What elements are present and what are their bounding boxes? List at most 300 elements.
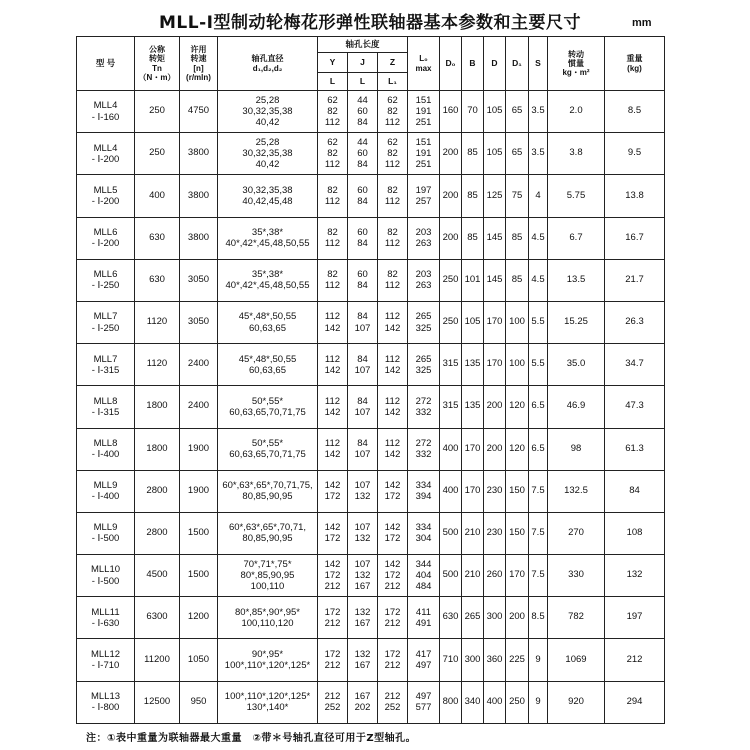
d1-cell: 150 xyxy=(506,470,529,512)
length-value: 132 xyxy=(354,648,371,660)
length-value: 82 xyxy=(387,148,398,160)
d1-cell: 170 xyxy=(506,555,529,597)
length-value: 142 xyxy=(384,449,401,461)
s-cell: 7.5 xyxy=(529,512,548,554)
torque-cell: 1800 xyxy=(135,386,180,428)
length-value: 263 xyxy=(415,280,432,292)
torque-cell: 2800 xyxy=(135,512,180,554)
length-value: 212 xyxy=(384,691,401,703)
model-variant: - Ⅰ-250 xyxy=(91,322,120,334)
weight-cell: 34.7 xyxy=(605,344,665,386)
header-d0: D₀ xyxy=(440,37,462,91)
length-value: 132 xyxy=(354,606,371,618)
bore-diameter-line: 40*,42*,45,48,50,55 xyxy=(225,280,310,292)
length-j-cell xyxy=(348,175,378,217)
length-z-cell xyxy=(378,555,408,597)
length-value: 112 xyxy=(384,353,401,365)
table-row xyxy=(77,681,665,723)
length-z-cell xyxy=(378,91,408,133)
d1-cell: 120 xyxy=(506,386,529,428)
table-row xyxy=(77,91,665,133)
bore-diameter-line: 80*,85*,90*,95* xyxy=(235,606,300,618)
d0-cell: 400 xyxy=(440,470,462,512)
model-variant: - Ⅰ-315 xyxy=(91,364,120,376)
inertia-cell: 920 xyxy=(548,681,605,723)
inertia-cell: 132.5 xyxy=(548,470,605,512)
length-value: 497 xyxy=(415,691,432,703)
inertia-cell: 5.75 xyxy=(548,175,605,217)
inertia-cell: 1069 xyxy=(548,639,605,681)
length-value: 251 xyxy=(415,117,432,129)
length-value: 82 xyxy=(327,184,338,196)
d0-cell: 500 xyxy=(440,512,462,554)
length-l0-cell xyxy=(408,428,440,470)
d-cell: 105 xyxy=(484,91,506,133)
length-j-cell xyxy=(348,133,378,175)
length-l0-cell xyxy=(408,91,440,133)
length-value: 84 xyxy=(357,353,368,365)
length-j-cell xyxy=(348,301,378,343)
inertia-cell: 330 xyxy=(548,555,605,597)
length-l0-cell xyxy=(408,259,440,301)
model-variant: - Ⅰ-200 xyxy=(91,195,120,207)
d-cell: 230 xyxy=(484,470,506,512)
length-value: 60 xyxy=(357,269,368,281)
length-l0-cell xyxy=(408,344,440,386)
d-cell: 125 xyxy=(484,175,506,217)
b-cell: 70 xyxy=(462,91,484,133)
length-value: 112 xyxy=(324,437,341,449)
bore-diameter-cell xyxy=(218,597,318,639)
b-cell: 105 xyxy=(462,301,484,343)
bore-diameter-cell xyxy=(218,639,318,681)
torque-cell: 1120 xyxy=(135,344,180,386)
length-value: 394 xyxy=(415,491,432,503)
weight-cell: 21.7 xyxy=(605,259,665,301)
model-name: MLL12 xyxy=(90,648,121,660)
header-speed: 许用 转速 [n] (r/mln) xyxy=(180,37,218,91)
weight-cell: 8.5 xyxy=(605,91,665,133)
header-z: Z xyxy=(378,53,408,73)
model-variant: - Ⅰ-250 xyxy=(91,280,120,292)
table-row xyxy=(77,386,665,428)
s-cell: 4 xyxy=(529,175,548,217)
bore-diameter-cell xyxy=(218,428,318,470)
length-value: 212 xyxy=(324,660,341,672)
d-cell: 300 xyxy=(484,597,506,639)
length-value: 107 xyxy=(354,522,371,534)
speed-cell: 3800 xyxy=(180,133,218,175)
length-value: 112 xyxy=(384,195,401,207)
length-value: 112 xyxy=(384,280,401,292)
model-cell xyxy=(77,597,135,639)
length-value: 142 xyxy=(324,558,341,570)
length-l0-cell xyxy=(408,301,440,343)
length-value: 272 xyxy=(415,395,432,407)
d-cell: 230 xyxy=(484,512,506,554)
torque-cell: 1120 xyxy=(135,301,180,343)
d-cell: 145 xyxy=(484,259,506,301)
bore-diameter-line: 40,42,45,48 xyxy=(242,195,293,207)
length-value: 212 xyxy=(324,691,341,703)
d-cell: 400 xyxy=(484,681,506,723)
d0-cell: 250 xyxy=(440,259,462,301)
length-value: 62 xyxy=(327,136,338,148)
length-value: 132 xyxy=(354,491,371,503)
torque-cell: 250 xyxy=(135,133,180,175)
header-torque: 公称 转矩 Tn （N・m） xyxy=(135,37,180,91)
length-value: 82 xyxy=(387,269,398,281)
d0-cell: 200 xyxy=(440,217,462,259)
model-cell xyxy=(77,133,135,175)
spec-table-body xyxy=(77,91,665,724)
bore-diameter-line: 50*,55* xyxy=(251,395,284,407)
header-s: S xyxy=(529,37,548,91)
length-value: 132 xyxy=(354,570,371,582)
length-value: 212 xyxy=(324,617,341,629)
length-j-cell xyxy=(348,681,378,723)
s-cell: 9 xyxy=(529,639,548,681)
model-name: MLL13 xyxy=(90,691,121,703)
d1-cell: 85 xyxy=(506,259,529,301)
speed-cell: 3800 xyxy=(180,217,218,259)
bore-diameter-line: 35*,38* xyxy=(251,269,284,281)
torque-cell: 2800 xyxy=(135,470,180,512)
length-z-cell xyxy=(378,133,408,175)
torque-cell: 6300 xyxy=(135,597,180,639)
length-value: 82 xyxy=(387,105,398,117)
length-value: 82 xyxy=(387,226,398,238)
length-z-cell xyxy=(378,639,408,681)
bore-diameter-line: 60,63,65,70,71,75 xyxy=(229,406,306,418)
length-value: 112 xyxy=(324,195,341,207)
weight-cell: 197 xyxy=(605,597,665,639)
length-value: 484 xyxy=(415,581,432,593)
length-value: 60 xyxy=(357,105,368,117)
length-value: 172 xyxy=(324,491,341,503)
bore-diameter-line: 100,110,120 xyxy=(241,617,294,629)
model-name: MLL8 xyxy=(93,437,118,449)
length-value: 132 xyxy=(354,533,371,545)
speed-cell: 3050 xyxy=(180,259,218,301)
model-cell xyxy=(77,681,135,723)
table-row xyxy=(77,470,665,512)
d1-cell: 200 xyxy=(506,597,529,639)
length-value: 84 xyxy=(357,437,368,449)
weight-cell: 61.3 xyxy=(605,428,665,470)
weight-cell: 26.3 xyxy=(605,301,665,343)
length-value: 491 xyxy=(415,617,432,629)
model-name: MLL8 xyxy=(93,395,118,407)
length-z-cell xyxy=(378,681,408,723)
b-cell: 135 xyxy=(462,386,484,428)
s-cell: 8.5 xyxy=(529,597,548,639)
bore-diameter-cell xyxy=(218,512,318,554)
length-l0-cell xyxy=(408,217,440,259)
bore-diameter-line: 70*,71*,75* xyxy=(243,558,292,570)
length-value: 112 xyxy=(384,311,401,323)
length-value: 112 xyxy=(324,395,341,407)
length-value: 172 xyxy=(384,533,401,545)
model-cell xyxy=(77,217,135,259)
bore-diameter-cell xyxy=(218,470,318,512)
header-l0: L₀ max xyxy=(408,37,440,91)
model-cell xyxy=(77,512,135,554)
b-cell: 265 xyxy=(462,597,484,639)
weight-cell: 212 xyxy=(605,639,665,681)
d-cell: 200 xyxy=(484,428,506,470)
bore-diameter-line: 60,63,65 xyxy=(249,364,286,376)
length-value: 251 xyxy=(415,159,432,171)
length-y-cell xyxy=(318,344,348,386)
length-l0-cell xyxy=(408,133,440,175)
header-model: 型 号 xyxy=(77,37,135,91)
length-z-cell xyxy=(378,217,408,259)
model-name: MLL11 xyxy=(91,606,120,618)
length-value: 497 xyxy=(415,660,432,672)
torque-cell: 630 xyxy=(135,259,180,301)
s-cell: 5.5 xyxy=(529,301,548,343)
length-value: 172 xyxy=(384,570,401,582)
length-value: 142 xyxy=(384,480,401,492)
page-title: MLL-Ⅰ型制动轮梅花形弹性联轴器基本参数和主要尺寸 xyxy=(159,13,581,33)
bore-diameter-cell xyxy=(218,217,318,259)
table-row xyxy=(77,301,665,343)
length-value: 172 xyxy=(384,606,401,618)
length-value: 112 xyxy=(324,238,341,250)
length-value: 84 xyxy=(357,117,368,129)
model-cell xyxy=(77,639,135,681)
b-cell: 170 xyxy=(462,428,484,470)
speed-cell: 1500 xyxy=(180,512,218,554)
length-j-cell xyxy=(348,597,378,639)
length-z-cell xyxy=(378,470,408,512)
length-value: 112 xyxy=(324,280,341,292)
spec-table xyxy=(76,36,665,724)
length-value: 142 xyxy=(384,522,401,534)
length-value: 167 xyxy=(354,691,371,703)
length-value: 142 xyxy=(324,322,341,334)
header-bore-diameter: 轴孔直径 d₁,d₂,d₂ xyxy=(218,37,318,91)
s-cell: 3.5 xyxy=(529,133,548,175)
length-value: 82 xyxy=(387,184,398,196)
header-bore-length: 轴孔长度 xyxy=(318,37,408,53)
length-y-cell xyxy=(318,133,348,175)
bore-diameter-line: 100*,110*,120*,125* xyxy=(224,691,311,703)
length-value: 203 xyxy=(415,269,432,281)
length-value: 577 xyxy=(415,702,432,714)
length-j-cell xyxy=(348,386,378,428)
length-value: 172 xyxy=(384,648,401,660)
bore-diameter-line: 80,85,90,95 xyxy=(242,533,293,545)
length-j-cell xyxy=(348,217,378,259)
bore-diameter-line: 60*,63*,65*,70,71, xyxy=(228,522,307,534)
length-j-cell xyxy=(348,470,378,512)
length-value: 84 xyxy=(357,395,368,407)
length-value: 151 xyxy=(415,94,432,106)
weight-cell: 84 xyxy=(605,470,665,512)
length-value: 191 xyxy=(415,148,432,160)
model-cell xyxy=(77,470,135,512)
weight-cell: 108 xyxy=(605,512,665,554)
speed-cell: 4750 xyxy=(180,91,218,133)
length-value: 112 xyxy=(324,311,341,323)
speed-cell: 1500 xyxy=(180,555,218,597)
length-value: 62 xyxy=(327,94,338,106)
length-value: 265 xyxy=(415,311,432,323)
length-value: 44 xyxy=(357,136,368,148)
length-value: 142 xyxy=(324,406,341,418)
bore-diameter-line: 100*,110*,120*,125* xyxy=(224,660,311,672)
inertia-cell: 270 xyxy=(548,512,605,554)
length-value: 265 xyxy=(415,353,432,365)
d1-cell: 250 xyxy=(506,681,529,723)
speed-cell: 3800 xyxy=(180,175,218,217)
length-value: 82 xyxy=(327,269,338,281)
length-value: 62 xyxy=(387,94,398,106)
inertia-cell: 13.5 xyxy=(548,259,605,301)
length-value: 197 xyxy=(415,184,432,196)
length-value: 304 xyxy=(415,533,432,545)
length-value: 212 xyxy=(384,617,401,629)
length-z-cell xyxy=(378,259,408,301)
speed-cell: 1900 xyxy=(180,428,218,470)
bore-diameter-line: 35*,38* xyxy=(251,226,284,238)
d1-cell: 150 xyxy=(506,512,529,554)
length-value: 334 xyxy=(415,480,432,492)
length-value: 107 xyxy=(354,558,371,570)
length-value: 112 xyxy=(384,437,401,449)
table-row xyxy=(77,133,665,175)
speed-cell: 3050 xyxy=(180,301,218,343)
b-cell: 85 xyxy=(462,175,484,217)
footnote: 注：①表中重量为联轴器最大重量 ②带＊号轴孔直径可用于Z型轴孔。 xyxy=(86,733,417,744)
model-cell xyxy=(77,301,135,343)
length-value: 167 xyxy=(354,581,371,593)
length-z-cell xyxy=(378,597,408,639)
bore-diameter-line: 90*,95* xyxy=(251,648,284,660)
header-weight: 重量 (kg) xyxy=(605,37,665,91)
inertia-cell: 46.9 xyxy=(548,386,605,428)
bore-diameter-line: 40,42 xyxy=(255,159,280,171)
length-value: 82 xyxy=(327,105,338,117)
model-name: MLL10 xyxy=(90,564,121,576)
length-value: 112 xyxy=(384,117,401,129)
length-value: 167 xyxy=(354,617,371,629)
length-y-cell xyxy=(318,217,348,259)
torque-cell: 11200 xyxy=(135,639,180,681)
bore-diameter-cell xyxy=(218,175,318,217)
bore-diameter-line: 80*,85,90,95 xyxy=(240,570,295,582)
length-value: 167 xyxy=(354,660,371,672)
length-value: 60 xyxy=(357,148,368,160)
length-value: 151 xyxy=(415,136,432,148)
length-value: 191 xyxy=(415,105,432,117)
bore-diameter-cell xyxy=(218,259,318,301)
s-cell: 7.5 xyxy=(529,470,548,512)
length-j-cell xyxy=(348,259,378,301)
d-cell: 360 xyxy=(484,639,506,681)
length-j-cell xyxy=(348,91,378,133)
bore-diameter-line: 45*,48*,50,55 xyxy=(238,311,297,323)
length-value: 332 xyxy=(415,406,432,418)
bore-diameter-line: 40*,42*,45,48,50,55 xyxy=(225,238,310,250)
inertia-cell: 782 xyxy=(548,597,605,639)
table-row xyxy=(77,344,665,386)
b-cell: 210 xyxy=(462,555,484,597)
inertia-cell: 6.7 xyxy=(548,217,605,259)
length-value: 112 xyxy=(324,353,341,365)
d0-cell: 315 xyxy=(440,386,462,428)
model-name: MLL9 xyxy=(93,522,118,534)
header-b: B xyxy=(462,37,484,91)
s-cell: 4.5 xyxy=(529,259,548,301)
length-z-cell xyxy=(378,301,408,343)
length-value: 142 xyxy=(384,364,401,376)
torque-cell: 630 xyxy=(135,217,180,259)
header-y: Y xyxy=(318,53,348,73)
length-value: 112 xyxy=(324,159,341,171)
s-cell: 7.5 xyxy=(529,555,548,597)
length-value: 112 xyxy=(384,159,401,171)
bore-diameter-line: 25,28 xyxy=(255,94,280,106)
length-value: 334 xyxy=(415,522,432,534)
b-cell: 85 xyxy=(462,133,484,175)
model-cell xyxy=(77,259,135,301)
length-l0-cell xyxy=(408,681,440,723)
d1-cell: 65 xyxy=(506,91,529,133)
weight-cell: 16.7 xyxy=(605,217,665,259)
header-l-j: L xyxy=(348,73,378,91)
length-value: 142 xyxy=(324,522,341,534)
bore-diameter-line: 25,28 xyxy=(255,136,280,148)
d-cell: 170 xyxy=(484,301,506,343)
length-value: 142 xyxy=(384,406,401,418)
inertia-cell: 2.0 xyxy=(548,91,605,133)
weight-cell: 294 xyxy=(605,681,665,723)
model-cell xyxy=(77,175,135,217)
length-value: 82 xyxy=(327,226,338,238)
model-variant: - Ⅰ-315 xyxy=(91,406,120,418)
table-row xyxy=(77,555,665,597)
model-variant: - Ⅰ-400 xyxy=(91,449,120,461)
model-cell xyxy=(77,555,135,597)
length-y-cell xyxy=(318,301,348,343)
length-y-cell xyxy=(318,428,348,470)
table-row xyxy=(77,597,665,639)
b-cell: 170 xyxy=(462,470,484,512)
length-value: 107 xyxy=(354,364,371,376)
length-value: 107 xyxy=(354,480,371,492)
length-value: 332 xyxy=(415,449,432,461)
table-row xyxy=(77,259,665,301)
length-value: 112 xyxy=(324,117,341,129)
length-y-cell xyxy=(318,470,348,512)
table-row xyxy=(77,512,665,554)
bore-diameter-cell xyxy=(218,386,318,428)
length-j-cell xyxy=(348,344,378,386)
torque-cell: 4500 xyxy=(135,555,180,597)
length-value: 107 xyxy=(354,449,371,461)
length-z-cell xyxy=(378,428,408,470)
b-cell: 340 xyxy=(462,681,484,723)
length-value: 257 xyxy=(415,195,432,207)
d-cell: 145 xyxy=(484,217,506,259)
length-value: 212 xyxy=(384,660,401,672)
length-l0-cell xyxy=(408,470,440,512)
weight-cell: 47.3 xyxy=(605,386,665,428)
length-value: 172 xyxy=(324,570,341,582)
